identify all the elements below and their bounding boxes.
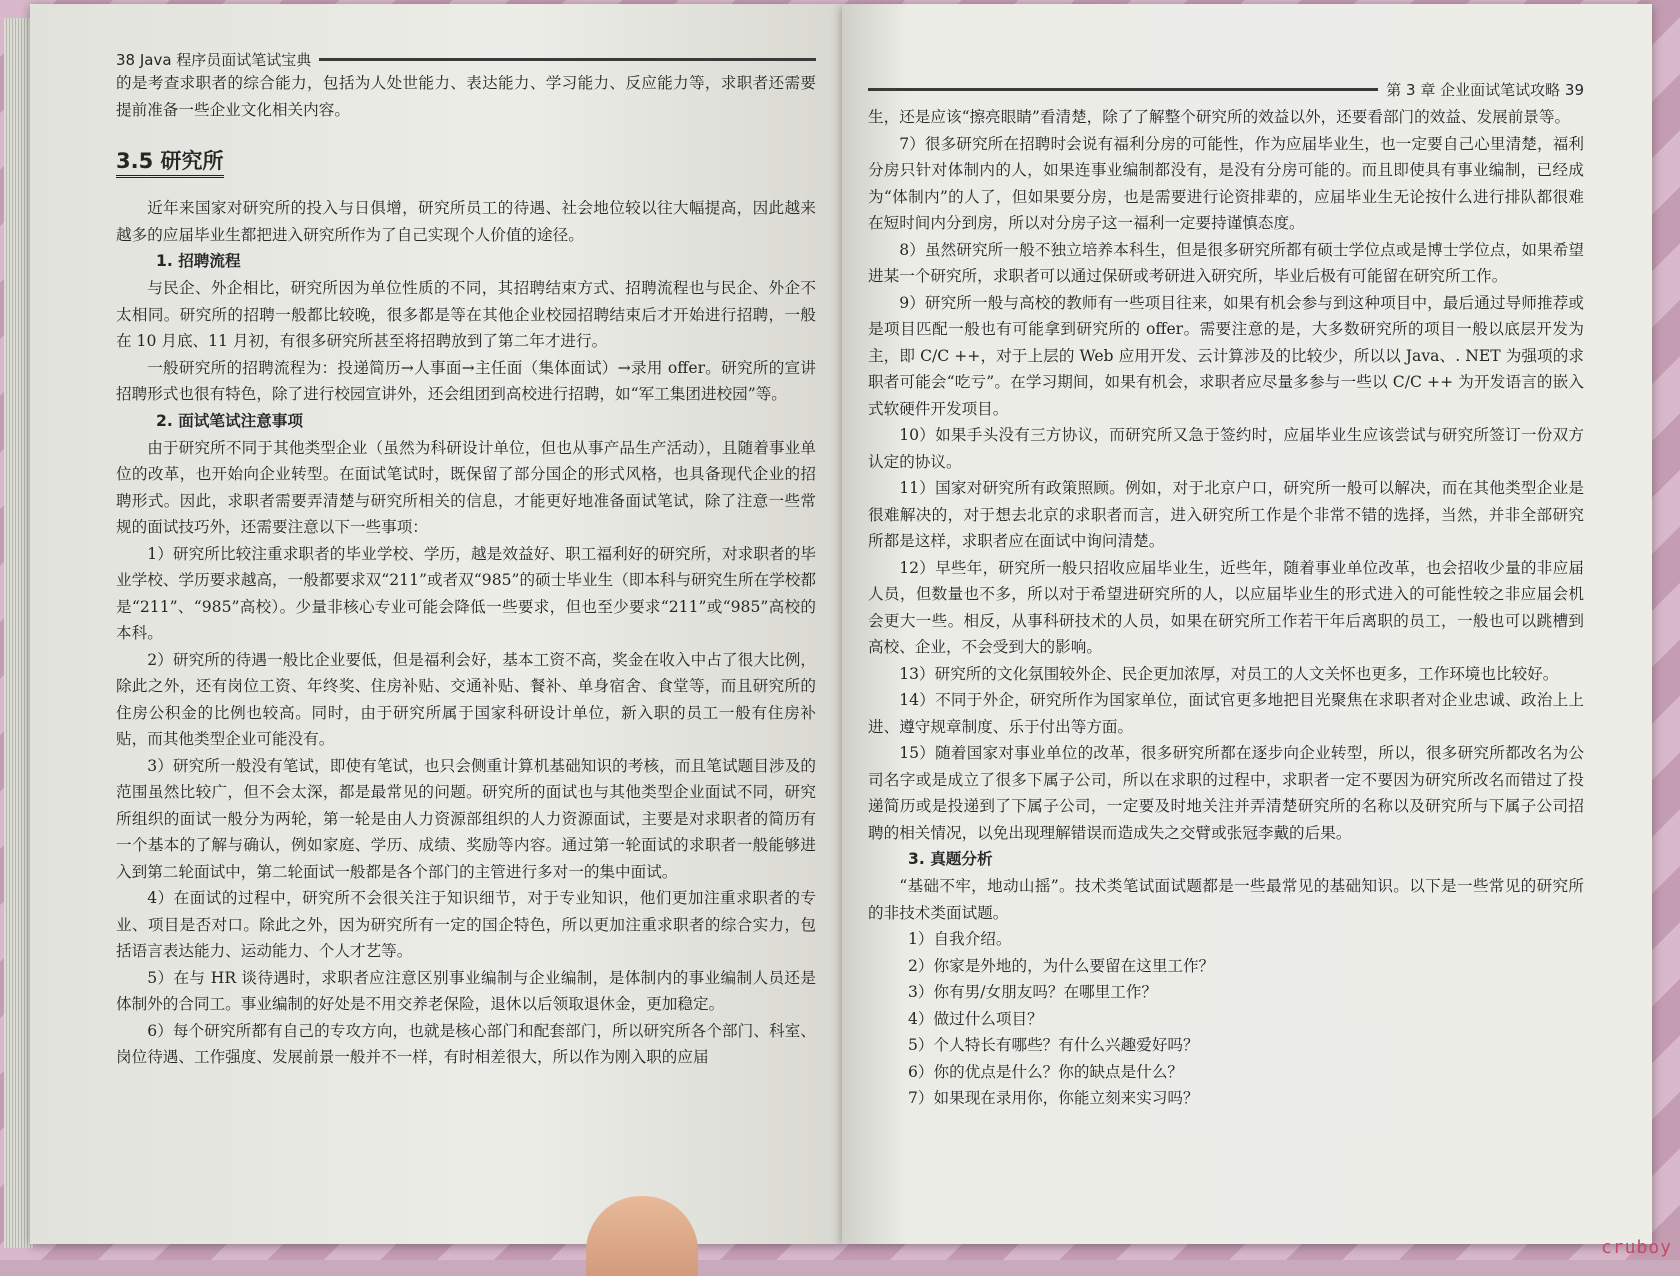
list-item: 11）国家对研究所有政策照顾。例如，对于北京户口，研究所一般可以解决，而在其他类型企业是很难解决的，对于想去北京的求职者而言，进入研究所工作是个非常不错的选择，当然，并非全部研究所都是这样，求职者应在面试中询问清楚。 xyxy=(868,479,1584,550)
list-item: 10）如果手头没有三方协议，而研究所又急于签约时，应届毕业生应该尝试与研究所签订一份双方认定的协议。 xyxy=(868,426,1584,471)
question-item: 2）你家是外地的，为什么要留在这里工作？ xyxy=(908,956,1215,975)
list-item: 4）在面试的过程中，研究所不会很关注于知识细节，对于专业知识，他们更加注重求职者的专业、项目是否对口。除此之外，因为研究所有一定的国企特色，所以更加注重求职者的综合实力，包括语言表达能力、运动能力、个人才艺等。 xyxy=(116,889,816,960)
list-item: 6）每个研究所都有自己的专攻方向，也就是核心部门和配套部门，所以研究所各个部门、科室、岗位待遇、工作强度、发展前景一般并不一样，有时相差很大，所以作为刚入职的应届 xyxy=(116,1021,816,1066)
left-page-header xyxy=(116,49,816,70)
left-header-text: 38 Java 程序员面试笔试宝典 xyxy=(116,51,312,69)
right-page xyxy=(842,4,1652,1244)
list-item: 5）在与 HR 谈待遇时，求职者应注意区别事业编制与企业编制，是体制内的事业编制人员还是体制外的合同工。事业编制的好处是不用交养老保险，退休以后领取退休金，更加稳定。 xyxy=(116,968,816,1013)
list-item: 9）研究所一般与高校的教师有一些项目往来，如果有机会参与到这种项目中，最后通过导师推荐或是项目匹配一般也有可能拿到研究所的 offer。需要注意的是，大多数研究所的项目一般以底层开发为主，即 C/C ++，对于上层的 Web 应用开发、云计算涉及的比较少，所以以 Java、. NET 为强项的求职者可能会“吃亏”。在学习期间，如果有机会，求职者应尽量多参与一些以 C/C ++ 为开发语言的嵌入式软硬件开发项目。 xyxy=(868,293,1584,418)
question-item: 3）你有男/女朋友吗？在哪里工作？ xyxy=(908,983,1158,1001)
section-title: 3.5 研究所 xyxy=(116,145,816,175)
subheading-recruitment-process: 1. 招聘流程 xyxy=(156,252,241,270)
section-intro: 近年来国家对研究所的投入与日俱增，研究所员工的待遇、社会地位较以往大幅提高，因此越来越多的应届毕业生都把进入研究所作为了自己实现个人价值的途径。 xyxy=(116,199,816,244)
list-item: 13）研究所的文化氛围较外企、民企更加浓厚，对员工的人文关怀也更多，工作环境也比较好。 xyxy=(899,664,1559,683)
paragraph: 由于研究所不同于其他类型企业（虽然为科研设计单位，但也从事产品生产活动），且随着事业单位的改革，也开始向企业转型。在面试笔试时，既保留了部分国企的形式风格，也具备现代企业的招聘形式。因此，求职者需要弄清楚与研究所相关的信息，才能更好地准备面试笔试，除了注意一些常规的面试技巧外，还需要注意以下一些事项： xyxy=(116,438,816,536)
subheading-question-analysis: 3. 真题分析 xyxy=(908,850,993,868)
list-item: 7）很多研究所在招聘时会说有福利分房的可能性，作为应届毕业生，也一定要自己心里清楚，福利分房只针对体制内的人，如果连事业编制都没有，是没有分房可能的。而且即使具有事业编制，已经成为“体制内”的人了，但如果要分房，也是需要进行论资排辈的，应届毕业生无论按什么进行排队都很难在短时间内分到房，所以对分房子这一福利一定要持谨慎态度。 xyxy=(868,134,1584,232)
header-rule xyxy=(319,58,816,61)
list-item: 8）虽然研究所一般不独立培养本科生，但是很多研究所都有硕士学位点或是博士学位点，如果希望进某一个研究所，求职者可以通过保研或考研进入研究所，毕业后极有可能留在研究所工作。 xyxy=(868,240,1584,285)
list-item: 2）研究所的待遇一般比企业要低，但是福利会好，基本工资不高，奖金在收入中占了很大比例，除此之外，还有岗位工资、年终奖、住房补贴、交通补贴、餐补、单身宿舍、食堂等，而且研究所的住房公积金的比例也较高。同时，由于研究所属于国家科研设计单位，新入职的员工一般有住房补贴，而其他类型企业可能没有。 xyxy=(116,650,816,748)
left-page xyxy=(30,4,842,1244)
right-header-text: 第 3 章 企业面试笔试攻略 39 xyxy=(1386,81,1584,99)
list-item: 3）研究所一般没有笔试，即使有笔试，也只会侧重计算机基础知识的考核，而且笔试题目涉及的范围虽然比较广，但不会太深，都是最常见的问题。研究所的面试也与其他类型企业面试不同，研究所组织的面试一般分为两轮，第一轮是由人力资源部组织的人力资源面试，主要是对求职者的简历有一个基本的了解与确认，例如家庭、学历、成绩、奖励等内容。通过第一轮面试的求职者一般能够进入到第二轮面试中，第二轮面试一般都是各个部门的主管进行多对一的集中面试。 xyxy=(116,756,816,881)
intro-paragraph: 的是考查求职者的综合能力，包括为人处世能力、表达能力、学习能力、反应能力等，求职者还需要提前准备一些企业文化相关内容。 xyxy=(116,74,816,119)
continued-paragraph: 生，还是应该“擦亮眼睛”看清楚，除了了解整个研究所的效益以外，还要看部门的效益、发展前景等。 xyxy=(868,108,1571,126)
list-item: 1）研究所比较注重求职者的毕业学校、学历，越是效益好、职工福利好的研究所，对求职者的毕业学校、学历要求越高，一般都要求双“211”或者双“985”的硕士毕业生（即本科与研究生所在学校都是“211”、“985”高校）。少量非核心专业可能会降低一些要求，但也至少要求“211”或“985”高校的本科。 xyxy=(116,544,816,642)
paragraph: “基础不牢，地动山摇”。技术类笔试面试题都是一些最常见的基础知识。以下是一些常见的研究所的非技术类面试题。 xyxy=(868,877,1584,922)
list-item: 15）随着国家对事业单位的改革，很多研究所都在逐步向企业转型，所以，很多研究所都改名为公司名字或是成立了很多下属子公司，所以在求职的过程中，求职者一定不要因为研究所改名而错过了投递简历或是投递到了下属子公司，一定要及时地关注并弄清楚研究所的名称以及研究所与下属子公司招聘的相关情况，以免出现理解错误而造成失之交臂或张冠李戴的后果。 xyxy=(868,744,1584,842)
question-item: 4）做过什么项目？ xyxy=(908,1009,1043,1028)
header-rule xyxy=(868,88,1378,91)
paragraph: 一般研究所的招聘流程为：投递简历→人事面→主任面（集体面试）→录用 offer。研究所的宣讲招聘形式也很有特色，除了进行校园宣讲外，还会组团到高校进行招聘，如“军工集团进校园”等。 xyxy=(116,358,816,403)
list-item: 14）不同于外企，研究所作为国家单位，面试官更多地把目光聚焦在求职者对企业忠诚、政治上上进、遵守规章制度、乐于付出等方面。 xyxy=(868,691,1584,736)
subheading-interview-notes: 2. 面试笔试注意事项 xyxy=(156,411,303,430)
question-item: 1）自我介绍。 xyxy=(908,930,1012,948)
question-item: 7）如果现在录用你，你能立刻来实习吗？ xyxy=(908,1089,1199,1107)
question-item: 6）你的优点是什么？你的缺点是什么？ xyxy=(908,1062,1184,1081)
list-item: 12）早些年，研究所一般只招收应届毕业生，近些年，随着事业单位改革，也会招收少量的非应届人员，但数量也不多，所以对于希望进研究所的人，以应届毕业生的形式进入的可能性较之非应届会机会更大一些。相反，从事科研技术的人员，如果在研究所工作若干年后离职的员工，一般也可以跳槽到高校、企业，不会受到大的影响。 xyxy=(868,558,1584,656)
right-page-header xyxy=(868,79,1584,100)
paragraph: 与民企、外企相比，研究所因为单位性质的不同，其招聘结束方式、招聘流程也与民企、外企不太相同。研究所的招聘一般都比较晚，很多都是等在其他企业校园招聘结束后才开始进行招聘，一般在 10 月底、11 月初，有很多研究所甚至将招聘放到了第二年才进行。 xyxy=(116,279,816,350)
watermark: cruboy xyxy=(1600,1237,1672,1258)
question-item: 5）个人特长有哪些？有什么兴趣爱好吗？ xyxy=(908,1036,1199,1054)
